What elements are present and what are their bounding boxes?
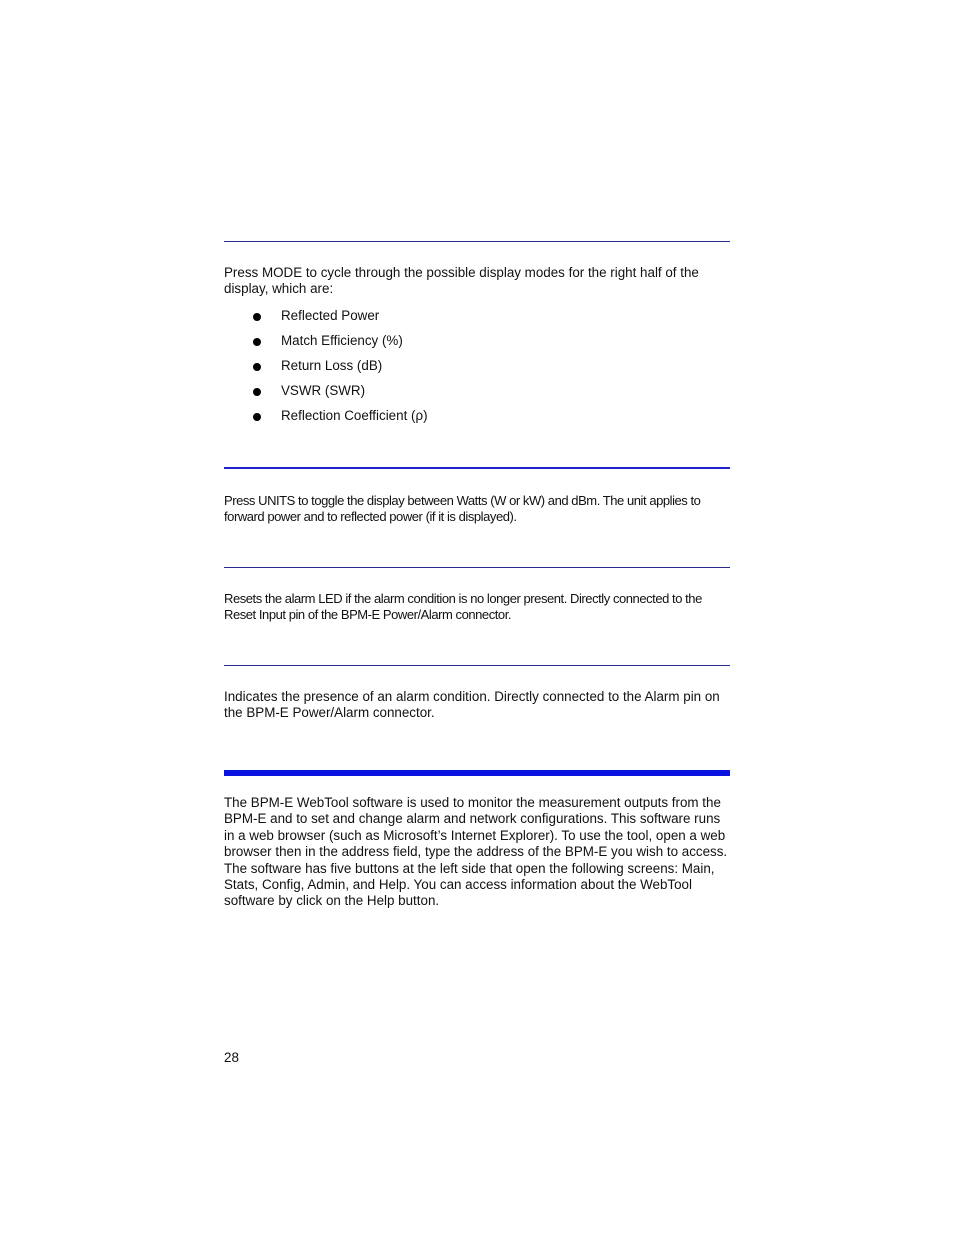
bullet-icon <box>253 413 261 421</box>
list-item <box>224 330 730 355</box>
list-item-label: VSWR (SWR) <box>281 383 366 398</box>
list-item-label: Reflected Power <box>281 308 380 323</box>
section-rule-units <box>224 467 730 469</box>
display-modes-list <box>224 305 730 430</box>
bullet-icon <box>253 313 261 321</box>
list-item <box>224 405 730 430</box>
section-rule-alarm <box>224 665 730 666</box>
list-item <box>224 380 730 405</box>
list-item <box>224 305 730 330</box>
units-text: Press UNITS to toggle the display between Watts (W or kW) and dBm. The unit applies to forward power and to reflected power (if it is displayed). <box>224 493 701 525</box>
alarm-text: Indicates the presence of an alarm condition. Directly connected to the Alarm pin on the BPM-E Power/Alarm connector. <box>224 689 720 721</box>
section-rule-reset <box>224 567 730 568</box>
webtool-text: The BPM-E WebTool software is used to monitor the measurement outputs from the BPM-E and to set and change alarm and network configurations. This software runs in a web browser (such as Microsoft’s Internet Explorer). To use the tool, open a web browser then in the address field, type the address of the BPM-E you wish to access. The software has five buttons at the left side that open the following screens: Main, Stats, Config, Admin, and Help. You can access information about the WebTool software by click on the Help button. <box>224 795 728 909</box>
section-rule-webtool <box>224 770 730 776</box>
list-item <box>224 355 730 380</box>
bullet-icon <box>253 338 261 346</box>
page-number: 28 <box>224 1050 239 1065</box>
bullet-icon <box>253 363 261 371</box>
mode-intro-text: Press MODE to cycle through the possible display modes for the right half of the display, which are: <box>224 265 699 297</box>
list-item-label: Return Loss (dB) <box>281 358 383 373</box>
list-item-label: Match Efficiency (%) <box>281 333 403 348</box>
bullet-icon <box>253 388 261 396</box>
list-item-label: Reflection Coefficient (ρ) <box>281 408 428 423</box>
reset-text: Resets the alarm LED if the alarm condition is no longer present. Directly connected to the Reset Input pin of the BPM-E Power/Alarm connector. <box>224 591 702 623</box>
section-rule-mode <box>224 241 730 242</box>
